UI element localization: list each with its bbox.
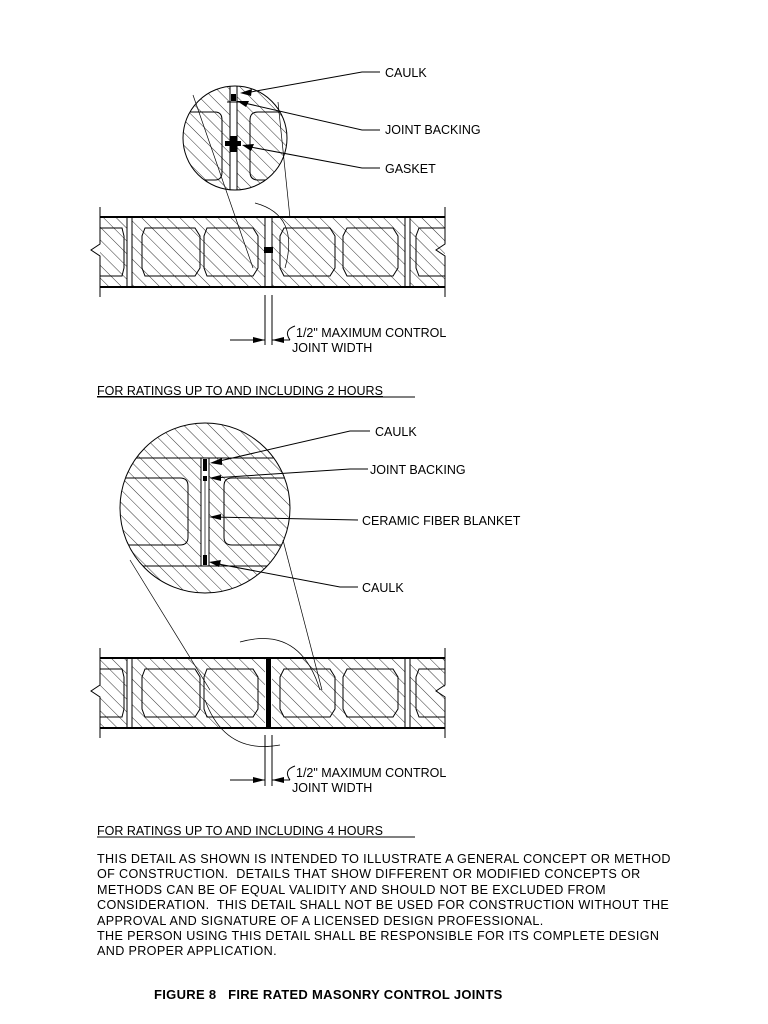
bottom-callout-caulk-top: CAULK [375, 425, 417, 439]
note-line: METHODS CAN BE OF EQUAL VALIDITY AND SHOULD NOT BE EXCLUDED FROM [97, 882, 606, 897]
bottom-dimension [230, 735, 295, 786]
bottom-callout-joint-backing: JOINT BACKING [370, 463, 466, 477]
figure-title: FIGURE 8 FIRE RATED MASONRY CONTROL JOINTS [154, 987, 503, 1002]
disclaimer-notes [97, 852, 717, 960]
note-line: APPROVAL AND SIGNATURE OF A LICENSED DESIGN PROFESSIONAL. [97, 913, 544, 928]
top-dimension [230, 295, 295, 345]
bottom-wall-section [91, 540, 445, 747]
bottom-caption: FOR RATINGS UP TO AND INCLUDING 4 HOURS [97, 824, 383, 838]
bottom-dimension-line2: JOINT WIDTH [292, 781, 373, 795]
top-caption: FOR RATINGS UP TO AND INCLUDING 2 HOURS [97, 384, 383, 398]
bottom-detail [91, 420, 521, 838]
bottom-callout-ceramic-fiber-blanket: CERAMIC FIBER BLANKET [362, 514, 521, 528]
note-line: THE PERSON USING THIS DETAIL SHALL BE RESPONSIBLE FOR ITS COMPLETE DESIGN [97, 929, 660, 944]
note-line: CONSIDERATION. THIS DETAIL SHALL NOT BE USED FOR CONSTRUCTION WITHOUT THE [97, 898, 670, 913]
note-line: AND PROPER APPLICATION. [97, 944, 277, 959]
top-detail [91, 66, 481, 398]
top-callout-caulk: CAULK [385, 66, 427, 80]
bottom-dimension-line1: 1/2" MAXIMUM CONTROL [296, 766, 447, 780]
bottom-magnified-circle [110, 420, 300, 600]
top-callout-gasket: GASKET [385, 162, 436, 176]
top-dimension-line1: 1/2" MAXIMUM CONTROL [296, 326, 447, 340]
top-callout-joint-backing: JOINT BACKING [385, 123, 481, 137]
top-dimension-line2: JOINT WIDTH [292, 341, 373, 355]
note-line: OF CONSTRUCTION. DETAILS THAT SHOW DIFFERENT OR MODIFIED CONCEPTS OR [97, 867, 641, 882]
bottom-callout-caulk-bottom: CAULK [362, 581, 404, 595]
note-line: THIS DETAIL AS SHOWN IS INTENDED TO ILLUSTRATE A GENERAL CONCEPT OR METHOD [97, 852, 671, 866]
